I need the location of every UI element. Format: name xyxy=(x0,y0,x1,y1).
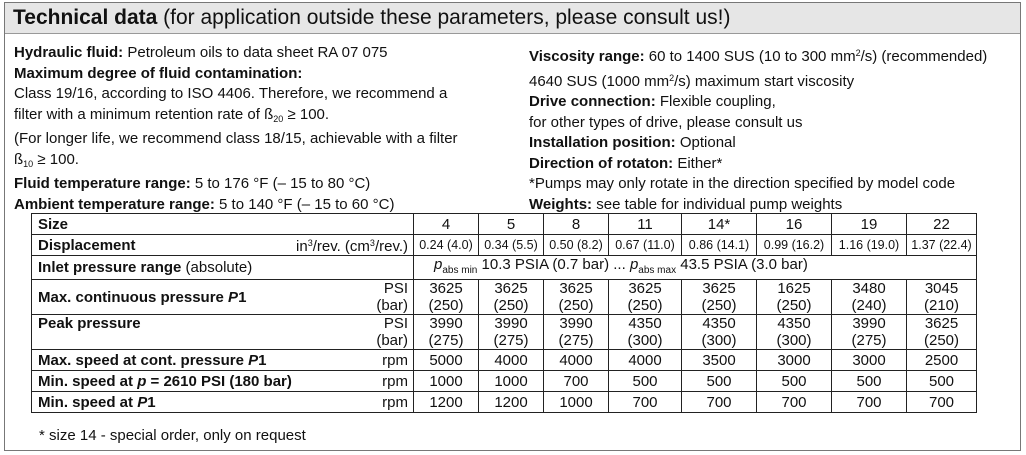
speed-cell: 500 xyxy=(682,371,757,392)
peak-pressure-row: Peak pressure PSI (bar) 3990 (275) 3990 (275) 3990 (275) 4350 (300) 4350 (300) 4350 (300) 3990 (275) 3625 (250) xyxy=(32,315,977,350)
displacement-cell: 0.34 (5.5) xyxy=(479,235,544,256)
pressure-cell: 3990 (275) xyxy=(832,315,907,350)
pressure-cell: 3990 (275) xyxy=(414,315,479,350)
pump-spec-table xyxy=(31,213,977,413)
ambient-temperature: Ambient temperature range: 5 to 140 °F (– 15 to 60 °C) xyxy=(14,195,395,213)
speed-cell: 1000 xyxy=(414,371,479,392)
displacement-cell: 1.37 (22.4) xyxy=(907,235,977,256)
displacement-row: Displacement $in^3$/rev. $(cm^3/rev.)$ 0.24 (4.0) 0.34 (5.5) 0.50 (8.2) 0.67 (11.0) 0.86 (14.1) 0.99 (16.2) 1.16 (19.0) 1.37 (22.4) xyxy=(32,235,977,256)
pressure-cell: 3625 (250) xyxy=(609,280,682,315)
size-cell: 5 xyxy=(479,214,544,235)
speed-cell: 700 xyxy=(757,392,832,413)
contamination-line-1: Class 19/16, according to ISO 4406. Therefore, we recommend a xyxy=(14,85,448,102)
contamination-line-2: filter with a minimum retention rate of $ß_{20} \ge 100$. xyxy=(14,105,330,124)
left-specs-column xyxy=(14,43,514,215)
speed-cell: 500 xyxy=(832,371,907,392)
drive-connection: Drive connection: Flexible coupling, xyxy=(529,93,776,110)
speed-cell: 4000 xyxy=(609,350,682,371)
pressure-cell: 4350 (300) xyxy=(682,315,757,350)
displacement-cell: 0.67 (11.0) xyxy=(609,235,682,256)
size-row: Size 4 5 8 11 14* 16 19 22 xyxy=(32,214,977,235)
speed-cell: 3000 xyxy=(757,350,832,371)
pressure-cell: 3990 (275) xyxy=(544,315,609,350)
fluid-temperature: Fluid temperature range: 5 to 176 °F (– 15 to 80 °C) xyxy=(14,175,371,192)
speed-cell: 3500 xyxy=(682,350,757,371)
speed-cell: 1000 xyxy=(479,371,544,392)
speed-cell: 1000 xyxy=(544,392,609,413)
size-cell: 4 xyxy=(414,214,479,235)
contamination-line-3: (For longer life, we recommend class 18/15, achievable with a filter xyxy=(14,130,458,147)
contamination-heading: Maximum degree of fluid contamination: xyxy=(14,64,303,82)
displacement-cell: 1.16 (19.0) xyxy=(832,235,907,256)
installation-position: Installation position: Optional xyxy=(529,134,736,151)
size-cell: 22 xyxy=(907,214,977,235)
size-cell: 14* xyxy=(682,214,757,235)
size-cell: 8 xyxy=(544,214,609,235)
speed-cell: 1200 xyxy=(479,392,544,413)
inlet-pressure-row: Inlet pressure range (absolute) $p_{abs min}$ 10.3 PSIA (0.7 bar) ... $p_{abs max}$ 43.5 PSIA (3.0 bar) xyxy=(32,256,977,280)
section-header xyxy=(5,3,1020,34)
speed-cell: 1200 xyxy=(414,392,479,413)
pressure-cell: 4350 (300) xyxy=(609,315,682,350)
pressure-cell: 3625 (250) xyxy=(544,280,609,315)
section-title: Technical data (for application outside these parameters, please consult us!) xyxy=(13,6,731,29)
rotation-note: *Pumps may only rotate in the direction specified by model code xyxy=(529,175,956,192)
max-continuous-pressure-row: Max. continuous pressure P1 PSI (bar) 3625 (250) 3625 (250) 3625 (250) 3625 (250) 3625 (250) 1625 (250) 3480 (240) 3045 (210) xyxy=(32,280,977,315)
size-cell: 11 xyxy=(609,214,682,235)
size-cell: 19 xyxy=(832,214,907,235)
weights: Weights: see table for individual pump weights xyxy=(529,195,843,213)
pressure-cell: 3625 (250) xyxy=(414,280,479,315)
speed-cell: 700 xyxy=(907,392,977,413)
speed-cell: 4000 xyxy=(544,350,609,371)
pressure-cell: 3625 (250) xyxy=(479,280,544,315)
pressure-cell: 1625 (250) xyxy=(757,280,832,315)
footnote: * size 14 - special order, only on request xyxy=(39,427,306,444)
viscosity-range: Viscosity range: 60 to 1400 SUS (10 to 300 $mm^2/s$) (recommended) xyxy=(529,48,988,65)
direction-of-rotation: Direction of rotaton: Either* xyxy=(529,154,723,172)
displacement-cell: 0.50 (8.2) xyxy=(544,235,609,256)
speed-cell: 5000 xyxy=(414,350,479,371)
min-speed-row: Min. speed at P1 rpm 1200 1200 1000 700 700 700 700 700 xyxy=(32,392,977,413)
pressure-cell: 3625 (250) xyxy=(907,315,977,350)
hydraulic-fluid: Hydraulic fluid: Petroleum oils to data sheet RA 07 075 xyxy=(14,44,388,61)
pressure-cell: 3990 (275) xyxy=(479,315,544,350)
min-speed-at-p-row: Min. speed at p = 2610 PSI (180 bar) rpm 1000 1000 700 500 500 500 500 500 xyxy=(32,371,977,392)
pressure-cell: 3480 (240) xyxy=(832,280,907,315)
drive-note: for other types of drive, please consult us xyxy=(529,113,803,131)
speed-cell: 700 xyxy=(609,392,682,413)
viscosity-start: 4640 SUS (1000 $mm^2/s$) maximum start viscosity xyxy=(529,72,855,90)
speed-cell: 500 xyxy=(907,371,977,392)
displacement-cell: 0.99 (16.2) xyxy=(757,235,832,256)
pressure-cell: 3625 (250) xyxy=(682,280,757,315)
speed-cell: 2500 xyxy=(907,350,977,371)
displacement-unit: $in^3$/rev. $(cm^3/rev.)$ xyxy=(272,235,414,256)
speed-cell: 4000 xyxy=(479,350,544,371)
speed-cell: 500 xyxy=(757,371,832,392)
speed-cell: 700 xyxy=(832,392,907,413)
max-speed-row: Max. speed at cont. pressure P1 rpm 5000 4000 4000 4000 3500 3000 3000 2500 xyxy=(32,350,977,371)
contamination-line-4: $ß_{10} \ge 100$. xyxy=(14,150,79,169)
speed-cell: 700 xyxy=(682,392,757,413)
inlet-pressure-range: $p_{abs min}$ 10.3 PSIA (0.7 bar) ... $p_{abs max}$ 43.5 PSIA (3.0 bar) xyxy=(414,256,977,280)
pressure-cell: 4350 (300) xyxy=(757,315,832,350)
displacement-cell: 0.86 (14.1) xyxy=(682,235,757,256)
right-specs-column xyxy=(529,43,1019,215)
size-cell: 16 xyxy=(757,214,832,235)
displacement-cell: 0.24 (4.0) xyxy=(414,235,479,256)
speed-cell: 3000 xyxy=(832,350,907,371)
speed-cell: 500 xyxy=(609,371,682,392)
pressure-cell: 3045 (210) xyxy=(907,280,977,315)
speed-cell: 700 xyxy=(544,371,609,392)
